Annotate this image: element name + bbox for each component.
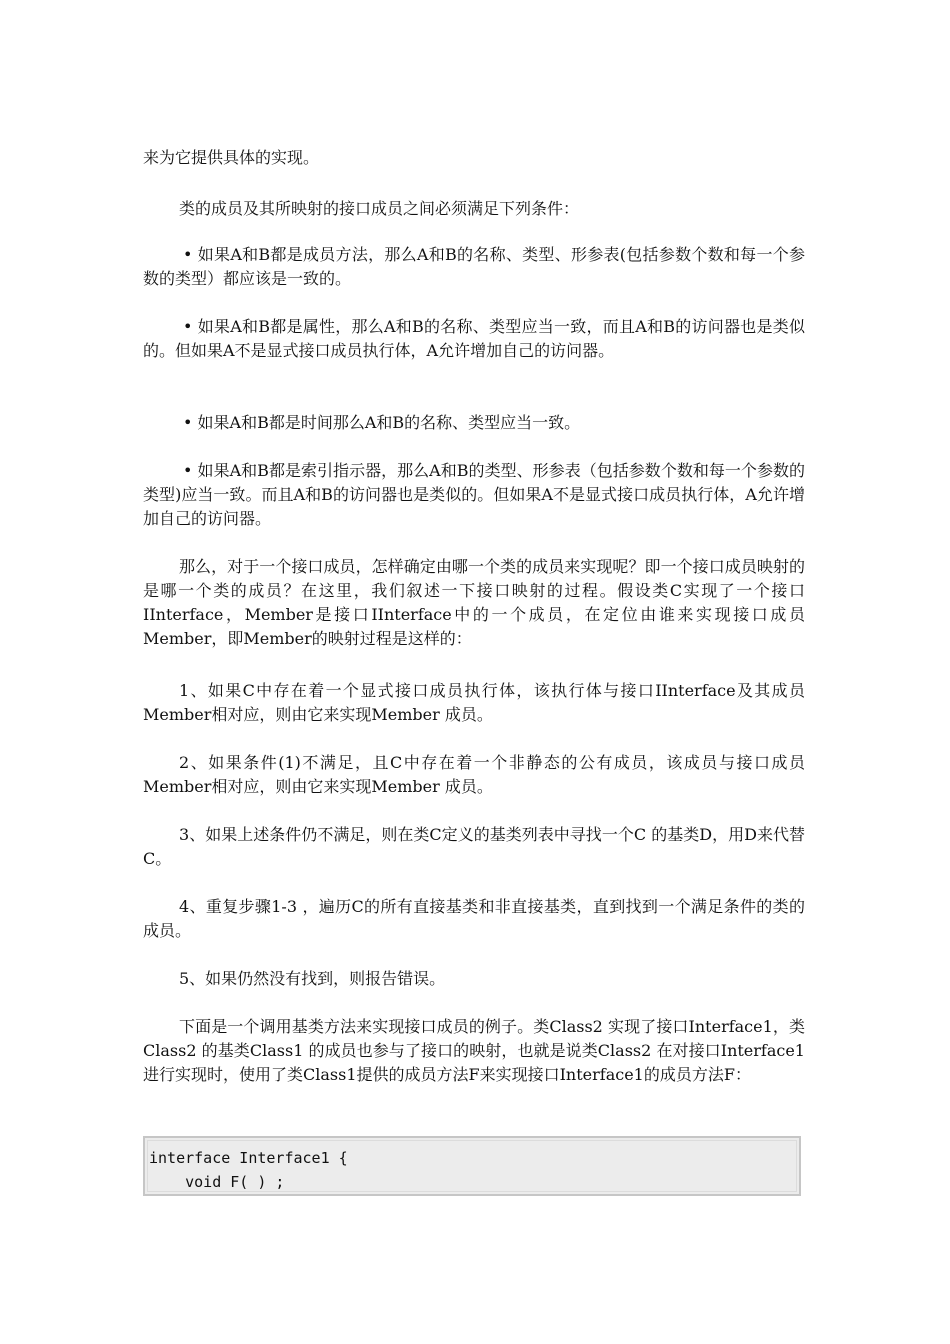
paragraph-conditions-intro: 类的成员及其所映射的接口成员之间必须满足下列条件： — [179, 199, 580, 218]
code-line: void F( ) ; — [149, 1173, 285, 1191]
bullet-property: • 如果A和B都是属性，那么A和B的名称、类型应当一致，而且A和B的访问器也是类似的。但如果A不是显式接口成员执行体，A允许增加自己的访问器。 — [143, 317, 805, 360]
paragraph-mapping-process: 那么，对于一个接口成员，怎样确定由哪一个类的成员来实现呢？即一个接口成员映射的是哪一个类的成员？在这里，我们叙述一下接口映射的过程。假设类C实现了一个接口IInterface，Member是接口IInterface中的一个成员，在定位由谁来实现接口成员Member，即Member的映射过程是这样的： — [143, 557, 805, 648]
step-4: 4、重复步骤1-3 ，遍历C的所有直接基类和非直接基类，直到找到一个满足条件的类的成员。 — [143, 897, 805, 940]
paragraph-example-intro: 下面是一个调用基类方法来实现接口成员的例子。类Class2 实现了接口Interface1，类Class2 的基类Class1 的成员也参与了接口的映射，也就是说类Class2 在对接口Interface1进行实现时，使用了类Class1提供的成员方法F来实现接口Interface1的成员方法F： — [143, 1017, 805, 1084]
paragraph-continuation: 来为它提供具体的实现。 — [143, 148, 320, 167]
step-3: 3、如果上述条件仍不满足，则在类C定义的基类列表中寻找一个C 的基类D，用D来代替C。 — [143, 825, 805, 868]
code-text — [149, 1146, 348, 1194]
code-block — [143, 1136, 801, 1196]
bullet-method: • 如果A和B都是成员方法，那么A和B的名称、类型、形参表(包括参数个数和每一个参数的类型）都应该是一致的。 — [143, 245, 805, 288]
step-5: 5、如果仍然没有找到，则报告错误。 — [179, 969, 446, 988]
code-line: interface Interface1 { — [149, 1149, 348, 1167]
step-2: 2、如果条件(1)不满足，且C中存在着一个非静态的公有成员，该成员与接口成员Member相对应，则由它来实现Member 成员。 — [143, 753, 805, 796]
bullet-indexer: • 如果A和B都是索引指示器，那么A和B的类型、形参表（包括参数个数和每一个参数的类型)应当一致。而且A和B的访问器也是类似的。但如果A不是显式接口成员执行体，A允许增加自己的访问器。 — [143, 461, 805, 528]
bullet-event: • 如果A和B都是时间那么A和B的名称、类型应当一致。 — [183, 413, 581, 432]
step-1: 1、如果C中存在着一个显式接口成员执行体，该执行体与接口IInterface及其成员Member相对应，则由它来实现Member 成员。 — [143, 681, 805, 724]
